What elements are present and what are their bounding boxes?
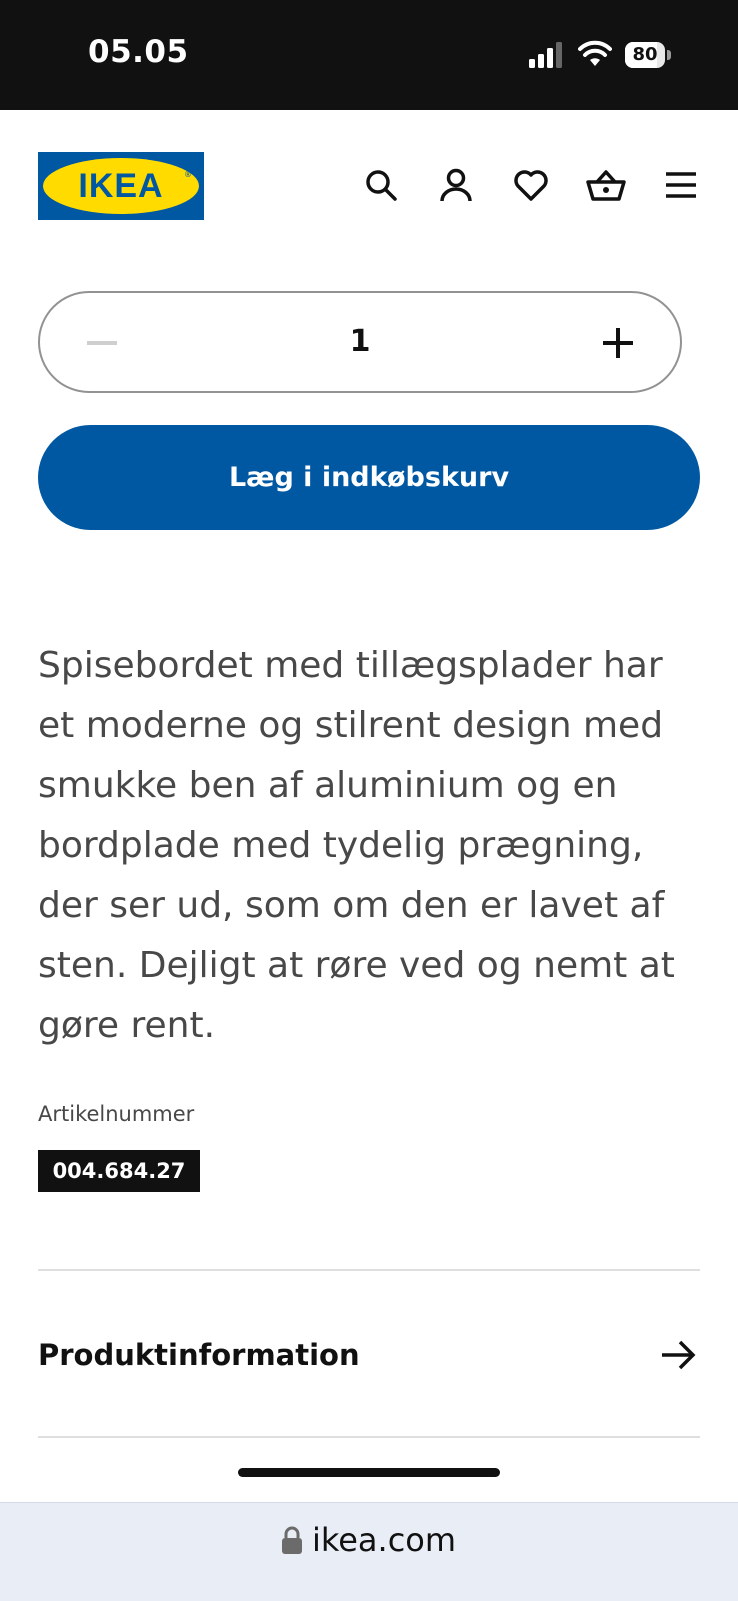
divider bbox=[38, 1436, 700, 1438]
quantity-stepper bbox=[38, 291, 682, 393]
battery-level: 80 bbox=[632, 44, 658, 65]
account-icon[interactable] bbox=[436, 165, 476, 205]
home-indicator bbox=[238, 1468, 500, 1477]
minus-icon[interactable] bbox=[74, 315, 130, 371]
quantity-value[interactable]: 1 bbox=[349, 324, 371, 359]
article-number-label: Artikelnummer bbox=[38, 1102, 195, 1126]
browser-url-bar bbox=[0, 1502, 738, 1601]
article-number: 004.684.27 bbox=[38, 1150, 200, 1192]
arrow-right-icon bbox=[658, 1335, 698, 1375]
heart-icon[interactable] bbox=[511, 165, 551, 205]
battery-icon bbox=[625, 42, 671, 68]
plus-icon[interactable] bbox=[590, 315, 646, 371]
wifi-icon bbox=[578, 40, 612, 68]
search-icon[interactable] bbox=[361, 165, 401, 205]
divider bbox=[38, 1269, 700, 1271]
url-field[interactable] bbox=[0, 1515, 738, 1565]
status-bar bbox=[0, 0, 738, 110]
site-header bbox=[0, 110, 738, 260]
basket-icon[interactable] bbox=[586, 165, 626, 205]
lock-icon bbox=[282, 1526, 302, 1554]
signal-icon bbox=[529, 42, 563, 68]
product-information-link[interactable] bbox=[38, 1272, 700, 1438]
product-description: Spisebordet med tillægsplader har et moderne og stilrent design med smukke ben af aluminium og en bordplade med tydelig prægning, der ser ud, som om den er lavet af sten. Dejligt at røre ved og nemt at gøre rent. bbox=[38, 645, 675, 1046]
logo-text: IKEA bbox=[78, 167, 164, 205]
ikea-logo[interactable]: IKEA ® bbox=[38, 152, 204, 220]
product-information-label: Produktinformation bbox=[38, 1338, 360, 1372]
add-to-cart-button[interactable]: Læg i indkøbskurv bbox=[38, 425, 700, 530]
menu-icon[interactable] bbox=[661, 165, 701, 205]
url-text: ikea.com bbox=[311, 1521, 457, 1559]
status-time: 05.05 bbox=[88, 34, 189, 70]
